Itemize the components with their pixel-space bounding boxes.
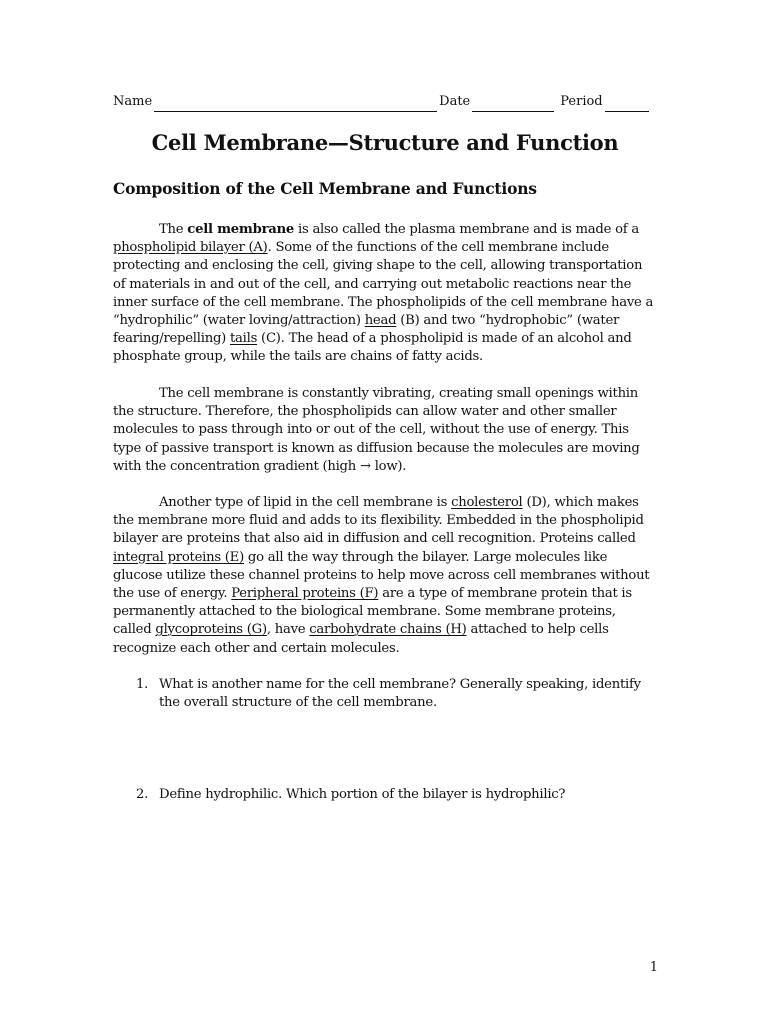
term-glycoproteins: glycoproteins (G) [155, 622, 267, 638]
paragraph-proteins [113, 494, 658, 658]
period-label: Period [560, 94, 603, 109]
question-number: 1. [136, 677, 149, 692]
term-phospholipid-bilayer: phospholipid bilayer (A) [113, 240, 268, 256]
paragraph-composition [113, 221, 658, 367]
date-blank [472, 97, 554, 112]
section-heading: Composition of the Cell Membrane and Functions [113, 179, 537, 198]
text-span: (D), which makes the membrane more fluid and adds to its flexibility. Embedded in the phospholipid bilayer are proteins that also aid in diffusion and cell recognition. Proteins called [113, 495, 644, 547]
text-span: low). [370, 458, 407, 474]
paragraph-diffusion [113, 385, 658, 476]
page-title: Cell Membrane—Structure and Function [151, 130, 619, 155]
question-2 [113, 786, 658, 804]
term-cell-membrane: cell membrane [187, 222, 295, 237]
text-span: go all the way through the bilayer. Large molecules like glucose utilize these channel proteins to help move across cell membranes without the use of energy. [113, 549, 650, 602]
term-cholesterol: cholesterol [451, 495, 523, 510]
text-span: , have [266, 622, 310, 638]
date-label: Date [439, 94, 471, 109]
period-blank [605, 97, 649, 112]
text-span: is also called the plasma membrane and is made of a [294, 222, 639, 237]
term-peripheral-proteins: Peripheral proteins (F) [231, 586, 379, 602]
text-span: The [159, 222, 188, 237]
student-info-line [113, 92, 658, 112]
term-integral-proteins: integral proteins (E) [113, 549, 244, 565]
text-span: . Some of the functions of the cell membrane include protecting and enclosing the cell, giving shape to the cell, allowing transportation of materials in and out of the cell, and carrying out metabolic reactions near the inner surface of the cell membrane. The phospholipids of the cell membrane have a “hydrophilic” (water loving/attraction) [113, 240, 654, 329]
text-span: (C). The head of a phospholipid is made of an alcohol and phosphate group, while the tails are chains of fatty acids. [113, 331, 632, 365]
term-tails: tails [229, 331, 258, 347]
question-1 [113, 676, 658, 712]
page-number: 1 [649, 960, 658, 975]
text-span: attached to help cells recognize each other and certain molecules. [113, 622, 609, 656]
term-carbohydrate-chains: carbohydrate chains (H) [309, 622, 467, 638]
term-head: head [364, 313, 397, 329]
name-label: Name [113, 94, 153, 109]
text-span: are a type of membrane protein that is permanently attached to the biological membrane. Some membrane proteins, called [113, 586, 632, 638]
question-text: Define hydrophilic. Which portion of the bilayer is hydrophilic? [159, 787, 566, 802]
text-span: The cell membrane is constantly vibrating, creating small openings within the structure. Therefore, the phospholipids can allow water and other smaller molecules to pass through into or out of the cell, without the use of energy. This type of passive transport is known as diffusion because the molecules are moving with the concentration gradient (high [113, 386, 640, 474]
name-blank [154, 97, 437, 112]
text-span: Another type of lipid in the cell membrane is [159, 495, 452, 510]
question-text: What is another name for the cell membrane? Generally speaking, identify the overall structure of the cell membrane. [159, 677, 641, 711]
text-span: (B) and two “hydrophobic” (water fearing/repelling) [113, 313, 620, 347]
question-number: 2. [136, 787, 149, 802]
arrow-right-icon: → [359, 458, 371, 474]
